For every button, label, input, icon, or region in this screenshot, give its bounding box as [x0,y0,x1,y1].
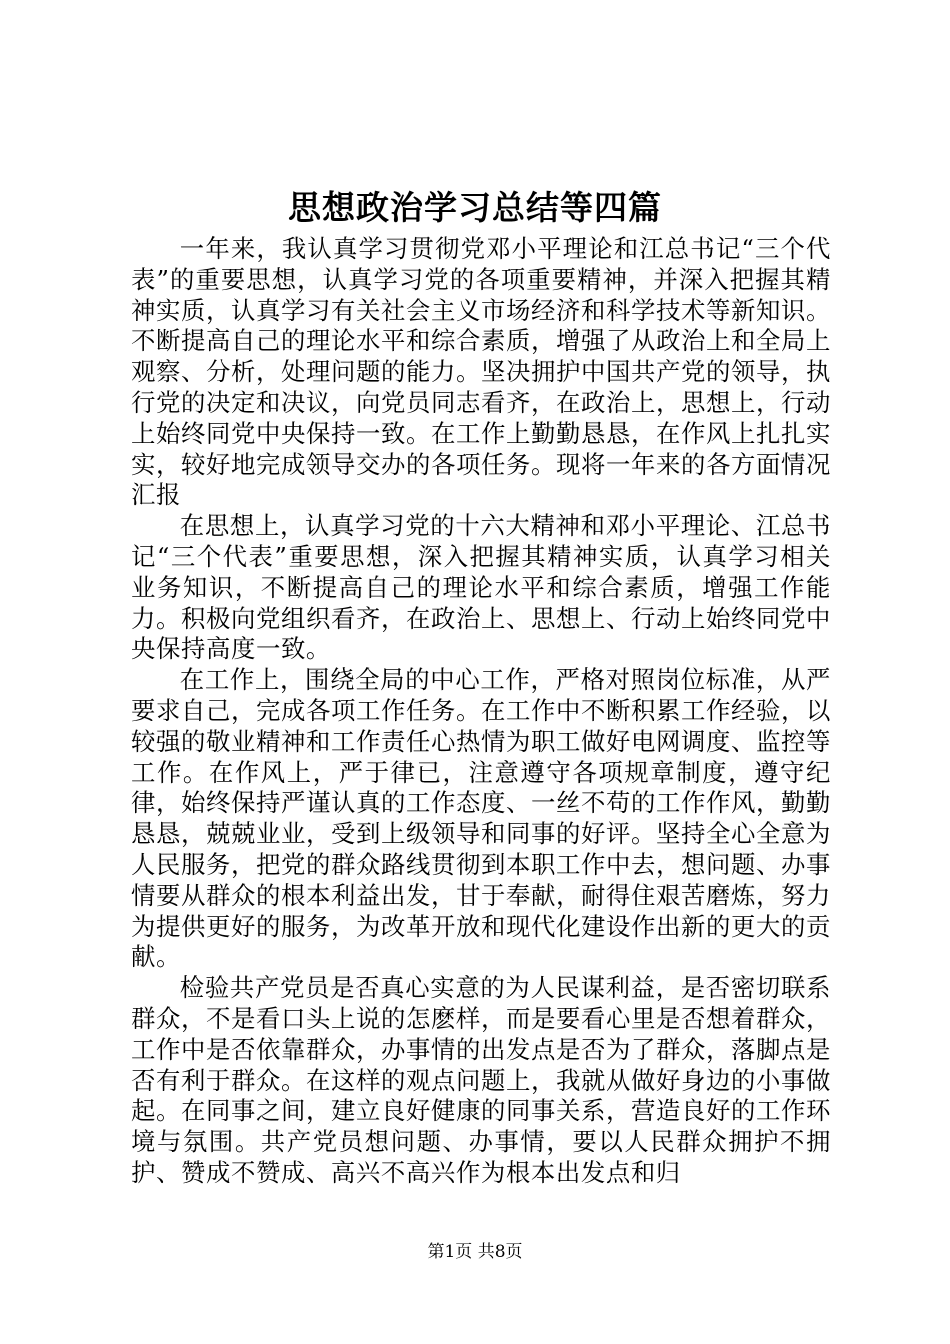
document-title: 思想政治学习总结等四篇 [288,188,662,227]
paragraph-2: 在思想上，认真学习党的十六大精神和邓小平理论、江总书记“三个代表”重要思想，深入把握其精神实质，认真学习相关业务知识，不断提高自己的理论水平和综合素质，增强工作能力。积极向党组织看齐，在政治上、思想上、行动上始终同党中央保持高度一致。 [131,511,831,664]
page-number-footer: 第1页 共8页 [427,1242,523,1262]
paragraph-1: 一年来，我认真学习贯彻党邓小平理论和江总书记“三个代表”的重要思想，认真学习党的各项重要精神，并深入把握其精神实质，认真学习有关社会主义市场经济和科学技术等新知识。不断提高自己的理论水平和综合素质，增强了从政治上和全局上观察、分析，处理问题的能力。坚决拥护中国共产党的领导，执行党的决定和决议，向党员同志看齐，在政治上，思想上，行动上始终同党中央保持一致。在工作上勤勤恳恳，在作风上扎扎实实，较好地完成领导交办的各项任务。现将一年来的各方面情况汇报 [131,234,831,510]
paragraph-4: 检验共产党员是否真心实意的为人民谋利益，是否密切联系群众，不是看口头上说的怎麽样，而是要看心里是否想着群众，工作中是否依靠群众，办事情的出发点是否为了群众，落脚点是否有利于群众。在这样的观点问题上，我就从做好身边的小事做起。在同事之间，建立良好健康的同事关系，营造良好的工作环境与氛围。共产党员想问题、办事情，要以人民群众拥护不拥护、赞成不赞成、高兴不高兴作为根本出发点和归 [131,973,831,1187]
paragraph-3: 在工作上，围绕全局的中心工作，严格对照岗位标准，从严要求自己，完成各项工作任务。在工作中不断积累工作经验，以较强的敬业精神和工作责任心热情为职工做好电网调度、监控等工作。在作风上，严于律已，注意遵守各项规章制度，遵守纪律，始终保持严谨认真的工作态度、一丝不苟的工作作风，勤勤恳恳，兢兢业业，受到上级领导和同事的好评。坚持全心全意为人民服务，把党的群众路线贯彻到本职工作中去，想问题、办事情要从群众的根本利益出发，甘于奉献，耐得住艰苦磨炼，努力为提供更好的服务，为改革开放和现代化建设作出新的更大的贡献。 [131,665,831,972]
document-body [131,234,831,1189]
